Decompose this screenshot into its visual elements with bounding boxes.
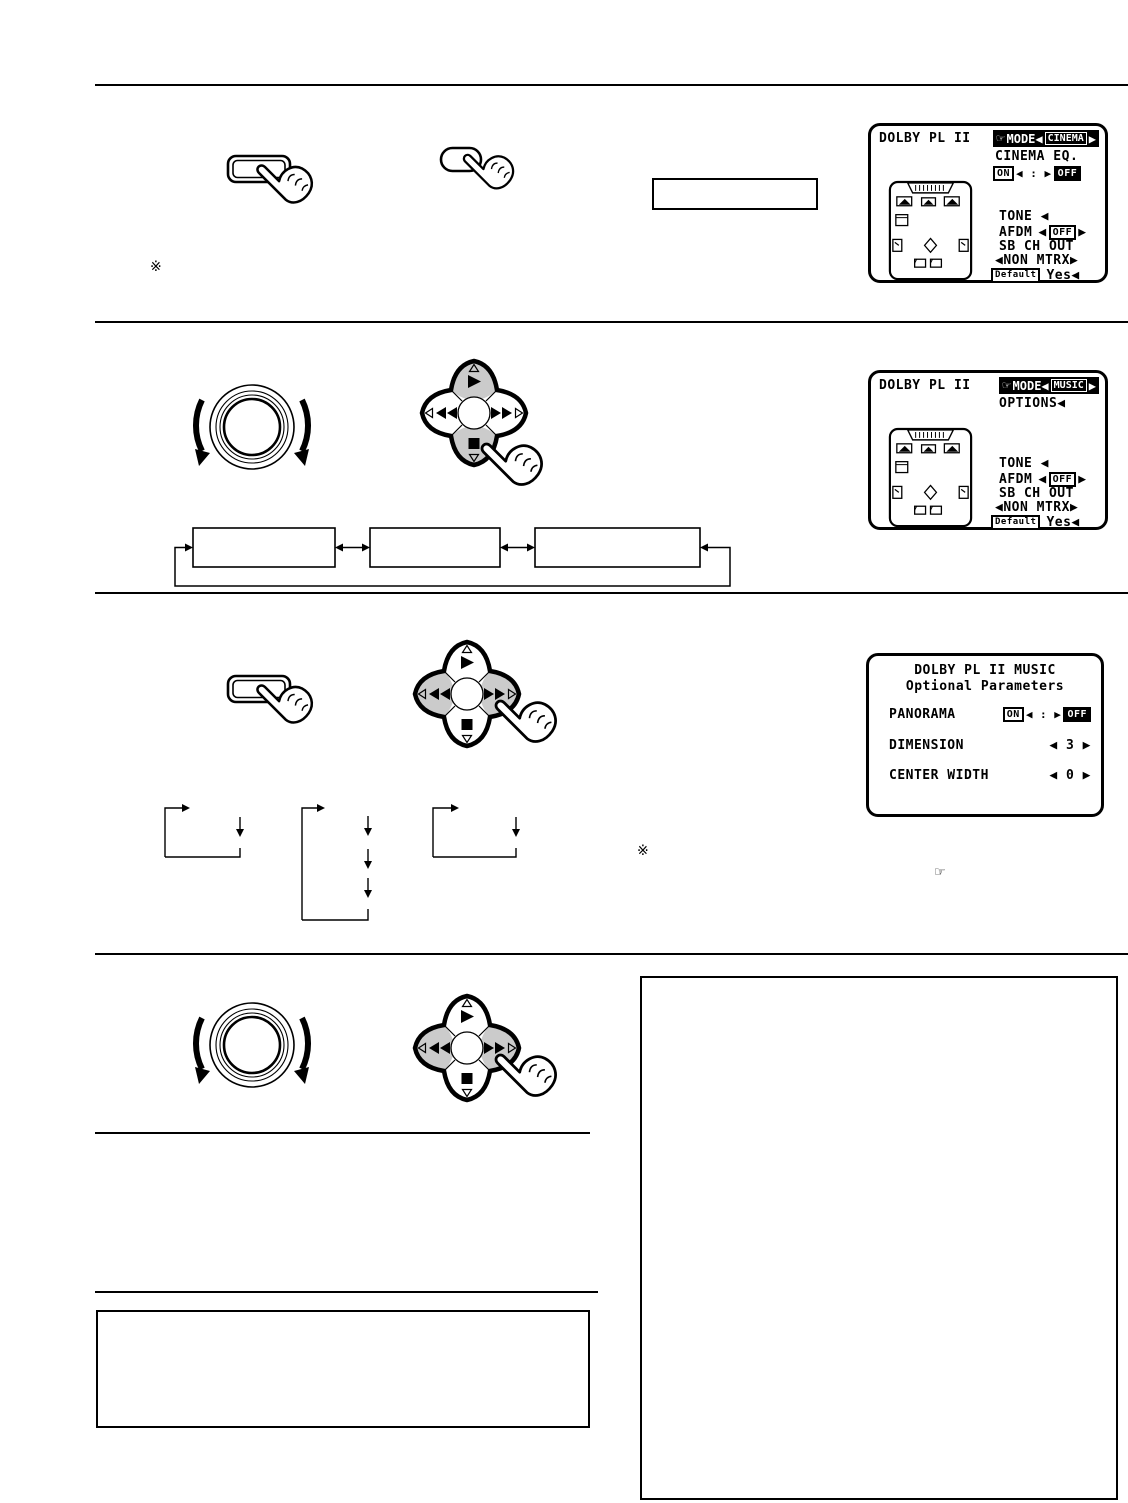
reference-hand-icon: ☞ <box>934 865 946 880</box>
mode-badge <box>999 377 1099 394</box>
osd-screen-optional-parameters <box>866 653 1104 817</box>
mode-value: CINEMA <box>1045 132 1087 145</box>
panel-button-press-illustration <box>200 660 330 790</box>
rotary-knob-icon <box>195 385 309 469</box>
hand-icon <box>256 665 319 728</box>
arrow-right-icon: ▶ <box>1078 471 1087 487</box>
dpad-updown-press-illustration <box>399 338 549 488</box>
default-button: Default <box>991 515 1040 530</box>
default-row <box>991 515 1080 530</box>
osd-title: DOLBY PL II <box>879 131 971 146</box>
arrow-left-icon: ◀ <box>1038 224 1047 240</box>
arrow-left-icon: ◀ <box>1041 378 1049 393</box>
section-divider <box>95 321 1128 323</box>
mode-value: MUSIC <box>1051 379 1087 392</box>
rotary-knob-illustration <box>187 362 317 492</box>
tone-row: TONE ◀ <box>999 456 1049 471</box>
arrow-right-icon: ▶ <box>1078 224 1087 240</box>
speaker-layout-diagram <box>885 427 977 529</box>
mode-cycle-diagram <box>165 518 740 598</box>
dimension-value: ◀ 3 ▶ <box>1049 738 1091 753</box>
note-symbol: ※ <box>150 259 162 275</box>
mode-label: MODE <box>1012 378 1042 393</box>
panel-button-press-illustration <box>200 140 330 270</box>
pointing-hand-icon: ☞ <box>1001 379 1012 392</box>
hand-icon <box>256 145 319 208</box>
afdm-row: AFDM ◀ OFF ▶ <box>999 224 1087 240</box>
arrow-left-icon: ◀ <box>1038 471 1047 487</box>
center-width-value: ◀ 0 ▶ <box>1049 768 1091 783</box>
osd-screen-cinema <box>868 123 1108 283</box>
sb-ch-out-row: SB CH OUT <box>999 486 1074 501</box>
tone-row: TONE ◀ <box>999 209 1049 224</box>
panorama-toggle <box>1003 707 1091 722</box>
dpad-leftright-press-illustration <box>392 619 542 769</box>
afdm-row: AFDM ◀ OFF ▶ <box>999 471 1087 487</box>
cycle-box <box>535 528 700 567</box>
cycle-box <box>193 528 335 567</box>
default-row <box>991 268 1080 283</box>
center-width-label: CENTER WIDTH <box>889 768 989 783</box>
text-divider <box>95 1132 590 1134</box>
afdm-value: OFF <box>1049 472 1077 487</box>
osd-title: DOLBY PL II <box>879 378 971 393</box>
dpad-leftright-press-illustration <box>392 973 542 1123</box>
toggle-arrows: ◀ : ▶ <box>1016 166 1052 180</box>
sb-ch-out-row: SB CH OUT <box>999 239 1074 254</box>
default-value: Yes◀ <box>1046 514 1080 530</box>
section-divider <box>95 84 1128 86</box>
toggle-arrows: ◀ : ▶ <box>1025 707 1062 721</box>
note-symbol: ※ <box>637 843 649 859</box>
default-value: Yes◀ <box>1046 267 1080 283</box>
dimension-label: DIMENSION <box>889 738 964 753</box>
non-mtrx-row: ◀NON MTRX▶ <box>995 500 1079 515</box>
cycle-box <box>370 528 500 567</box>
rotary-knob-icon <box>195 1003 309 1087</box>
value-cycle-diagrams <box>160 800 530 930</box>
osd-subtitle: OPTIONS◀ <box>999 396 1066 411</box>
arrow-right-icon: ▶ <box>1088 378 1096 393</box>
non-mtrx-row: ◀NON MTRX▶ <box>995 253 1079 268</box>
section-divider <box>95 953 1128 955</box>
cinema-eq-toggle <box>993 166 1081 181</box>
osd-title: DOLBY PL II MUSIC <box>914 663 1056 678</box>
note-box-empty <box>96 1310 590 1428</box>
panorama-label: PANORAMA <box>889 707 956 722</box>
arrow-right-icon: ▶ <box>1088 131 1096 146</box>
on-option: ON <box>993 166 1014 181</box>
text-divider <box>95 1291 598 1293</box>
mode-badge <box>993 130 1099 147</box>
sidebar-box-empty <box>640 976 1118 1500</box>
hand-icon <box>462 137 519 194</box>
speaker-layout-diagram <box>885 180 977 282</box>
arrow-left-icon: ◀ <box>1035 131 1043 146</box>
osd-subtitle: Optional Parameters <box>905 679 1065 694</box>
off-option: OFF <box>1054 166 1082 181</box>
mode-label: MODE <box>1006 131 1036 146</box>
off-option: OFF <box>1063 707 1091 722</box>
pointing-hand-icon: ☞ <box>995 132 1006 145</box>
osd-screen-music <box>868 370 1108 530</box>
label-box-empty <box>652 178 818 210</box>
osd-subtitle: CINEMA EQ. <box>995 149 1079 164</box>
default-button: Default <box>991 268 1040 283</box>
afdm-value: OFF <box>1049 225 1077 240</box>
rotary-knob-illustration <box>187 980 317 1110</box>
remote-button-press-illustration <box>425 138 545 258</box>
on-option: ON <box>1003 707 1024 722</box>
